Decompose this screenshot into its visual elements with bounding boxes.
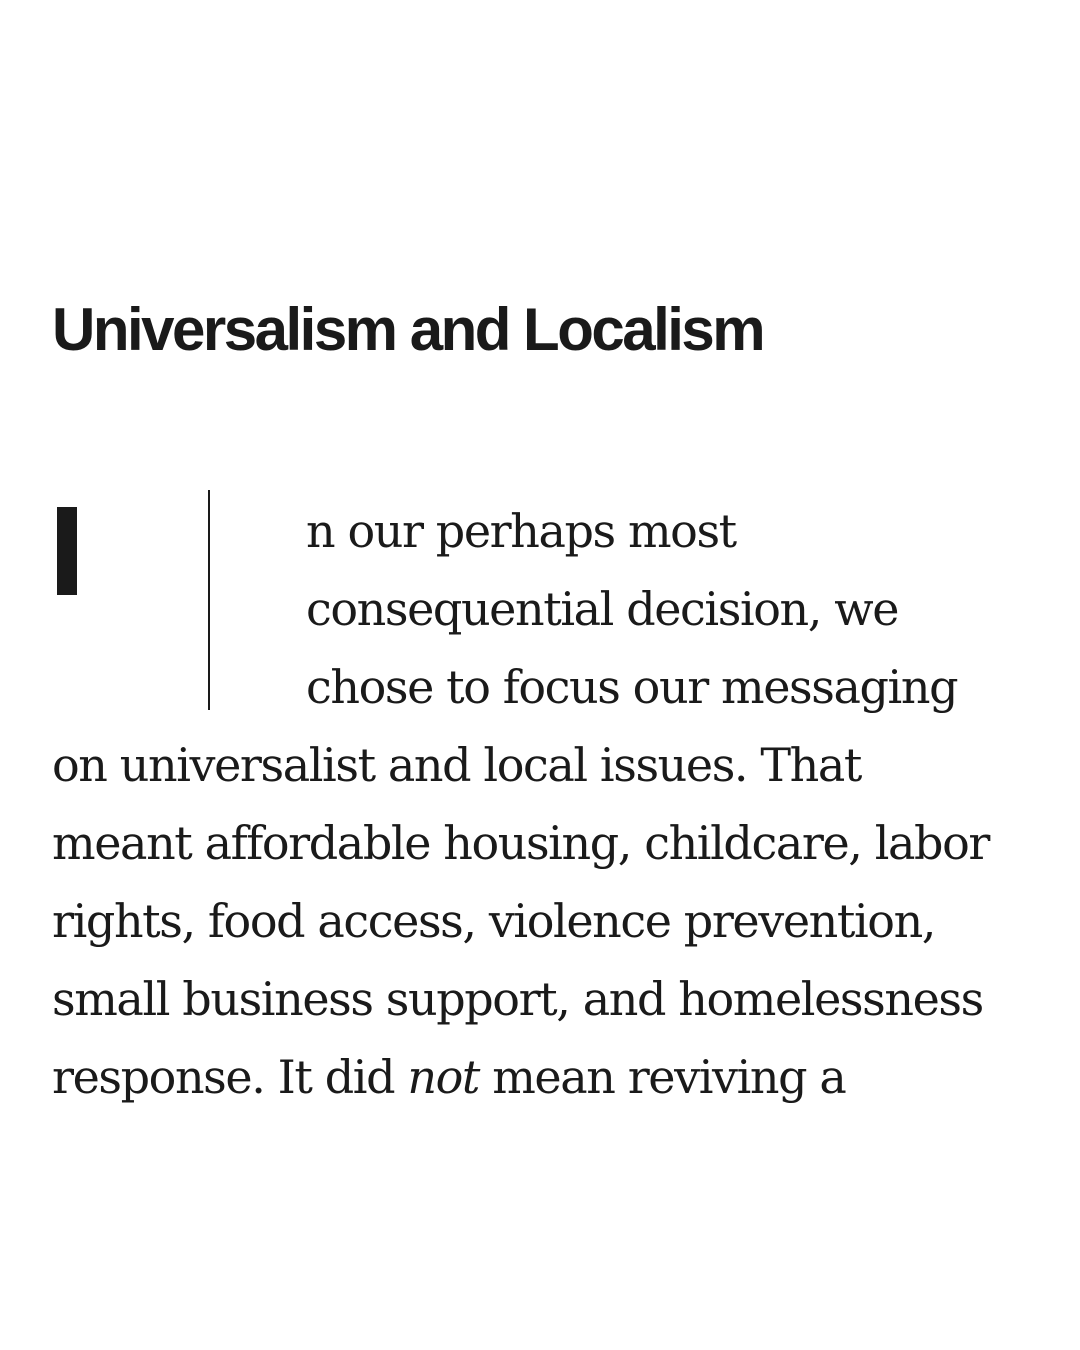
emphasis-text: not [407,1050,479,1104]
section-heading: Universalism and Localism [52,296,764,363]
paragraph-line-last [52,1038,1042,1116]
paragraph-line: n our perhaps most [306,504,736,558]
text-run: mean reviving a [478,1050,846,1104]
paragraph-line: small business support, and homelessness [52,972,983,1026]
paragraph-line: meant affordable housing, childcare, labor [52,816,989,870]
paragraph-line: chose to focus our messaging [306,660,958,714]
paragraph-line: rights, food access, violence prevention, [52,894,936,948]
text-run: response. It did [52,1050,408,1104]
paragraph-line: on universalist and local issues. That [52,738,861,792]
paragraph-line: consequential decision, we [306,582,899,636]
article-body [52,492,1042,1116]
